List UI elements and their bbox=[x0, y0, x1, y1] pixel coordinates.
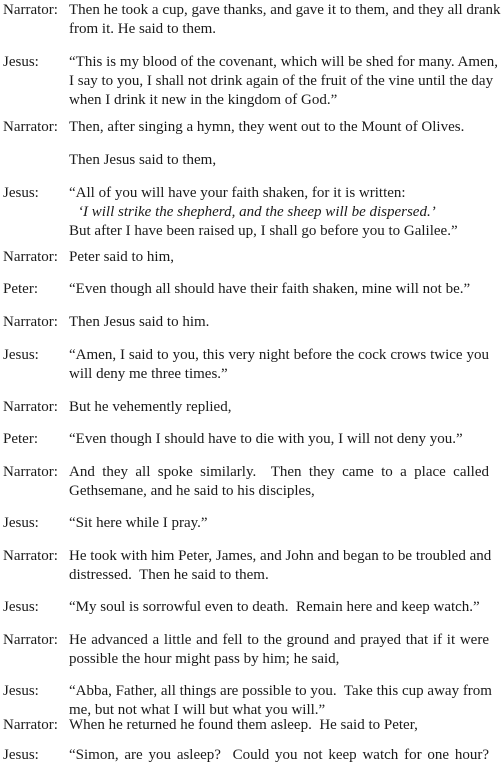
speaker-label: Jesus: bbox=[3, 54, 39, 70]
scripture-quote: ‘I will strike the shepherd, and the sheep will be dispersed.’ bbox=[78, 204, 436, 220]
dialogue-line: And they all spoke similarly. Then they came to a place called bbox=[69, 464, 489, 480]
dialogue-line: “Amen, I said to you, this very night before the cock crows twice you bbox=[69, 347, 489, 363]
dialogue-line: “Even though I should have to die with you, I will not deny you.” bbox=[69, 431, 463, 447]
dialogue-line: He took with him Peter, James, and John and began to be troubled and bbox=[69, 548, 492, 564]
speaker-label: Narrator: bbox=[3, 632, 58, 648]
dialogue-line: distressed. Then he said to them. bbox=[69, 567, 269, 583]
dialogue-line: “Sit here while I pray.” bbox=[69, 515, 208, 531]
dialogue-line: “Simon, are you asleep? Could you not keep watch for one hour? bbox=[69, 747, 489, 763]
dialogue-line: possible the hour might pass by him; he said, bbox=[69, 651, 340, 667]
dialogue-line: When he returned he found them asleep. He said to Peter, bbox=[69, 717, 418, 733]
speaker-label: Narrator: bbox=[3, 464, 58, 480]
speaker-label: Narrator: bbox=[3, 314, 58, 330]
dialogue-line: Then Jesus said to him. bbox=[69, 314, 210, 330]
dialogue-line: Peter said to him, bbox=[69, 249, 174, 265]
dialogue-line: “All of you will have your faith shaken, for it is written: bbox=[69, 185, 406, 201]
dialogue-line: He advanced a little and fell to the ground and prayed that if it were bbox=[69, 632, 489, 648]
dialogue-line: “Abba, Father, all things are possible to you. Take this cup away from bbox=[69, 683, 492, 699]
dialogue-line: I say to you, I shall not drink again of the fruit of the vine until the day bbox=[69, 73, 494, 89]
dialogue-line: “My soul is sorrowful even to death. Remain here and keep watch.” bbox=[69, 599, 480, 615]
dialogue-line: But after I have been raised up, I shall go before you to Galilee.” bbox=[69, 223, 458, 239]
dialogue-line: Then he took a cup, gave thanks, and gave it to them, and they all drank bbox=[69, 2, 501, 18]
speaker-label: Narrator: bbox=[3, 2, 58, 18]
dialogue-line: from it. He said to them. bbox=[69, 21, 217, 37]
speaker-label: Narrator: bbox=[3, 249, 58, 265]
dialogue-line: me, but not what I will but what you will.” bbox=[69, 702, 326, 718]
speaker-label: Jesus: bbox=[3, 515, 39, 531]
speaker-label: Jesus: bbox=[3, 747, 39, 763]
speaker-label: Peter: bbox=[3, 431, 38, 447]
speaker-label: Peter: bbox=[3, 281, 38, 297]
dialogue-line: when I drink it new in the kingdom of God.” bbox=[69, 92, 338, 108]
speaker-label: Narrator: bbox=[3, 717, 58, 733]
dialogue-line: But he vehemently replied, bbox=[69, 399, 232, 415]
speaker-label: Narrator: bbox=[3, 119, 58, 135]
dialogue-line: “Even though all should have their faith shaken, mine will not be.” bbox=[69, 281, 471, 297]
dialogue-line: Gethsemane, and he said to his disciples, bbox=[69, 483, 315, 499]
dialogue-line: Then Jesus said to them, bbox=[69, 152, 217, 168]
dialogue-line: “This is my blood of the covenant, which will be shed for many. Amen, bbox=[69, 54, 498, 70]
dialogue-line: will deny me three times.” bbox=[69, 366, 228, 382]
dialogue-line: Then, after singing a hymn, they went out to the Mount of Olives. bbox=[69, 119, 465, 135]
speaker-label: Jesus: bbox=[3, 347, 39, 363]
speaker-label: Jesus: bbox=[3, 185, 39, 201]
speaker-label: Jesus: bbox=[3, 683, 39, 699]
speaker-label: Narrator: bbox=[3, 399, 58, 415]
speaker-label: Narrator: bbox=[3, 548, 58, 564]
speaker-label: Jesus: bbox=[3, 599, 39, 615]
